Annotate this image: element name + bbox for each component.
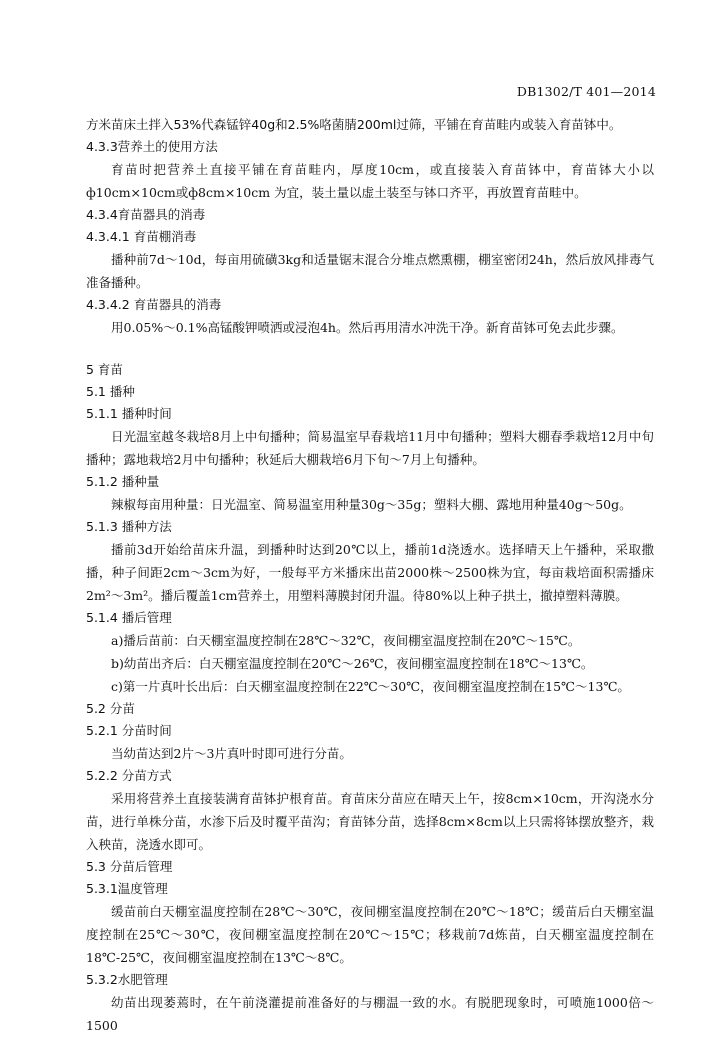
section-heading: 方米苗床土拌入53%代森锰锌40g和2.5%咯菌腈200ml过筛，平铺在育苗畦内或装入育苗钵中。	[86, 117, 622, 132]
list-item: a)播后苗前：白天棚室温度控制在28℃～32℃，夜间棚室温度控制在20℃～15℃。	[111, 633, 581, 648]
section-heading: 5.1.3 播种方法	[86, 519, 172, 534]
section-heading: 4.3.4.2 育苗器具的消毒	[86, 297, 222, 312]
document-id: DB1302/T 401—2014	[516, 84, 656, 99]
chapter-heading: 5 育苗	[86, 362, 123, 377]
section-heading: 5.3.1温度管理	[86, 881, 168, 896]
paragraph: 采用将营养土直接装满育苗钵护根育苗。育苗床分苗应在晴天上午，按8cm×10cm，开沟浇水分苗，进行单株分苗，水渗下后及时覆平苗沟；育苗钵分苗，选择8cm×8cm以上只需将钵摆放整齐，栽入秧苗，浇透水即可。	[86, 791, 654, 852]
section-heading: 5.1.1 播种时间	[86, 406, 172, 421]
document-body	[86, 114, 654, 1037]
paragraph: 辣椒每亩用种量：日光温室、简易温室用种量30g～35g；塑料大棚、露地用种量40g～50g。	[111, 497, 632, 512]
paragraph: 幼苗出现萎蔫时，在午前浇灌提前准备好的与棚温一致的水。有脱肥现象时，可喷施1000倍～1500	[86, 995, 654, 1033]
section-heading: 4.3.3营养土的使用方法	[86, 139, 218, 154]
section-heading: 4.3.4育苗器具的消毒	[86, 207, 206, 222]
section-heading: 5.1 播种	[86, 384, 135, 399]
paragraph: 日光温室越冬栽培8月上中旬播种；简易温室早春栽培11月中旬播种；塑料大棚春季栽培12月中旬播种；露地栽培2月中旬播种；秋延后大棚栽培6月下旬～7月上旬播种。	[86, 429, 654, 467]
paragraph: 育苗时把营养土直接平铺在育苗畦内，厚度10cm，或直接装入育苗钵中，育苗钵大小以ф10cm×10cm或ф8cm×10cm 为宜，装土量以虚土装至与钵口齐平，再放置育苗畦中。	[86, 162, 654, 200]
paragraph: 当幼苗达到2片～3片真叶时即可进行分苗。	[111, 746, 352, 761]
section-heading: 5.2.1 分苗时间	[86, 723, 172, 738]
paragraph: 播种前7d～10d，每亩用硫磺3kg和适量锯末混合分堆点燃熏棚，棚室密闭24h，然后放风排毒气准备播种。	[86, 252, 654, 290]
section-heading: 5.2.2 分苗方式	[86, 768, 172, 783]
list-item: c)第一片真叶长出后：白天棚室温度控制在22℃～30℃，夜间棚室温度控制在15℃～13℃。	[111, 679, 630, 694]
section-heading: 4.3.4.1 育苗棚消毒	[86, 229, 197, 244]
section-heading: 5.2 分苗	[86, 701, 135, 716]
paragraph: 缓苗前白天棚室温度控制在28℃～30℃，夜间棚室温度控制在20℃～18℃；缓苗后白天棚室温度控制在25℃～30℃，夜间棚室温度控制在20℃～15℃；移栽前7d炼苗，白天棚室温度控制在18℃-25℃，夜间棚室温度控制在13℃～8℃。	[86, 904, 654, 965]
paragraph: 用0.05%～0.1%高锰酸钾喷洒或浸泡4h。然后再用清水冲洗干净。新育苗钵可免去此步骤。	[111, 320, 624, 335]
section-heading: 5.3 分苗后管理	[86, 859, 173, 874]
list-item: b)幼苗出齐后：白天棚室温度控制在20℃～26℃，夜间棚室温度控制在18℃～13℃。	[111, 656, 594, 671]
paragraph: 播前3d开始给苗床升温，到播种时达到20℃以上，播前1d浇透水。选择晴天上午播种，采取撒播，种子间距2cm～3cm为好，一般每平方米播床出苗2000株～2500株为宜，每亩栽培面积需播床2m²～3m²。播后覆盖1cm营养土，用塑料薄膜封闭升温。待80%以上种子拱土，撤掉塑料薄膜。	[86, 542, 654, 603]
section-heading: 5.1.2 播种量	[86, 474, 160, 489]
section-heading: 5.1.4 播后管理	[86, 610, 172, 625]
section-heading: 5.3.2水肥管理	[86, 972, 168, 987]
